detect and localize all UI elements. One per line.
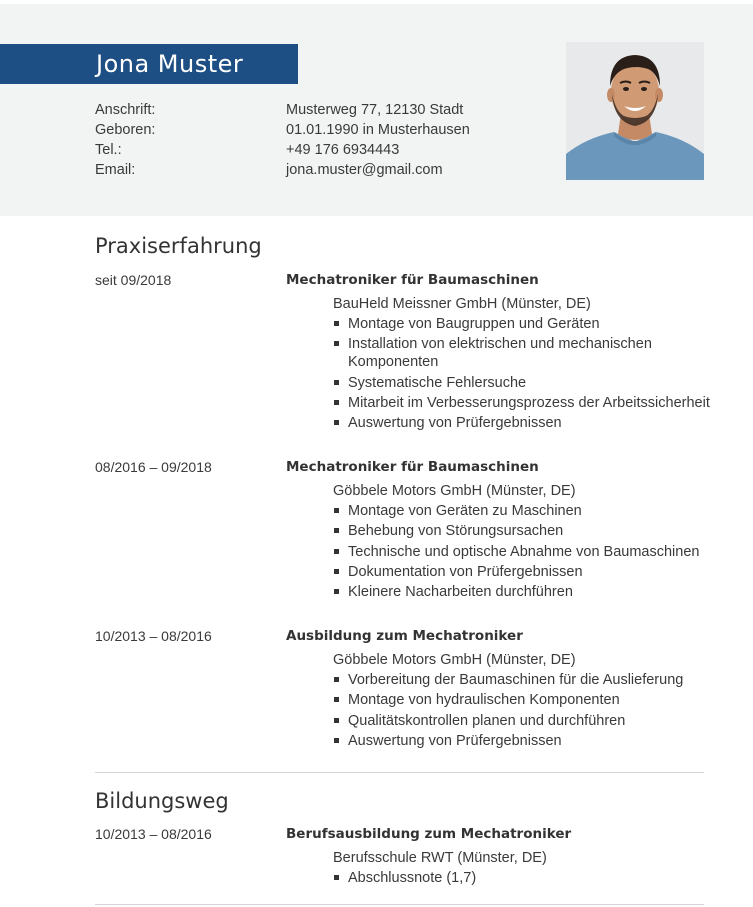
bullet-item: Dokumentation von Prüfergebnissen	[333, 563, 713, 581]
entry-period: 10/2013 – 08/2016	[95, 628, 212, 644]
entry-title: Mechatroniker für Baumaschinen	[286, 459, 539, 475]
bullet-item: Installation von elektrischen und mechanischen Komponenten	[333, 335, 713, 371]
info-value: 01.01.1990 in Musterhausen	[286, 122, 470, 138]
info-value: jona.muster@gmail.com	[286, 162, 443, 178]
info-row-phone	[95, 140, 515, 160]
bullet-item: Mitarbeit im Verbesserungsprozess der Arbeitssicherheit	[333, 394, 713, 412]
bullet-item: Montage von hydraulischen Komponenten	[333, 691, 713, 709]
section-title-experience: Praxiserfahrung	[95, 234, 262, 258]
info-label: Geboren:	[95, 122, 156, 138]
bullet-item: Kleinere Nacharbeiten durchführen	[333, 583, 713, 601]
entry-title: Berufsausbildung zum Mechatroniker	[286, 826, 572, 842]
entry-bullets	[333, 502, 713, 603]
info-row-address	[95, 100, 515, 120]
bullet-item: Auswertung von Prüfergebnissen	[333, 414, 713, 432]
entry-bullets	[333, 315, 713, 434]
name-banner	[0, 44, 298, 84]
profile-photo	[566, 42, 704, 180]
entry-period: seit 09/2018	[95, 272, 172, 288]
info-row-birth	[95, 120, 515, 140]
bullet-item: Technische und optische Abnahme von Baumaschinen	[333, 543, 713, 561]
bullet-item: Montage von Geräten zu Maschinen	[333, 502, 713, 520]
entry-company: Göbbele Motors GmbH (Münster, DE)	[333, 652, 576, 668]
entry-title: Ausbildung zum Mechatroniker	[286, 628, 523, 644]
person-name: Jona Muster	[96, 50, 244, 78]
entry-bullets	[333, 869, 713, 889]
personal-info	[95, 100, 515, 180]
bullet-item: Montage von Baugruppen und Geräten	[333, 315, 713, 333]
entry-title: Mechatroniker für Baumaschinen	[286, 272, 539, 288]
bullet-item: Auswertung von Prüfergebnissen	[333, 732, 713, 750]
header-panel	[0, 4, 753, 216]
info-label: Tel.:	[95, 142, 122, 158]
entry-company: Göbbele Motors GmbH (Münster, DE)	[333, 483, 576, 499]
info-label: Anschrift:	[95, 102, 156, 118]
section-divider	[95, 904, 704, 905]
bullet-item: Behebung von Störungsursachen	[333, 522, 713, 540]
portrait-illustration	[566, 42, 704, 180]
bullet-item: Qualitätskontrollen planen und durchführen	[333, 712, 713, 730]
bullet-item: Systematische Fehlersuche	[333, 374, 713, 392]
bullet-item: Vorbereitung der Baumaschinen für die Auslieferung	[333, 671, 713, 689]
section-divider	[95, 772, 704, 773]
bullet-item: Abschlussnote (1,7)	[333, 869, 713, 887]
info-value: Musterweg 77, 12130 Stadt	[286, 102, 464, 118]
entry-period: 08/2016 – 09/2018	[95, 459, 212, 475]
info-label: Email:	[95, 162, 136, 178]
entry-company: BauHeld Meissner GmbH (Münster, DE)	[333, 296, 591, 312]
info-row-email	[95, 160, 515, 180]
entry-bullets	[333, 671, 713, 752]
section-title-education: Bildungsweg	[95, 789, 229, 813]
entry-period: 10/2013 – 08/2016	[95, 826, 212, 842]
entry-company: Berufsschule RWT (Münster, DE)	[333, 850, 547, 866]
info-value: +49 176 6934443	[286, 142, 400, 158]
